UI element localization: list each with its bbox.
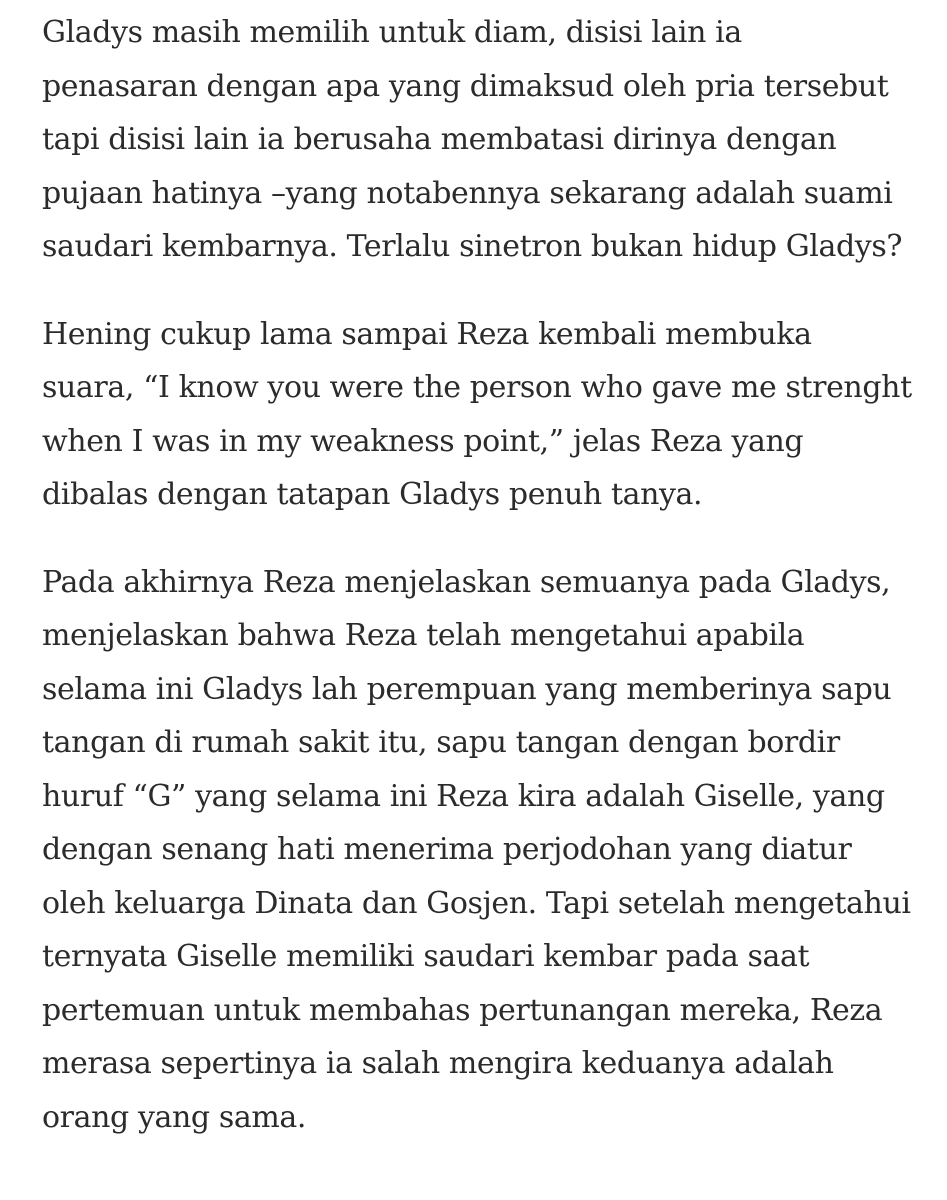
text-line: suara, “I know you were the person who gave me strenght — [42, 370, 912, 405]
text-line: orang yang sama. — [42, 1099, 306, 1135]
text-line: saudari kembarnya. Terlalu sinetron bukan hidup Gladys? — [42, 229, 902, 264]
paragraph-2 — [42, 308, 922, 522]
text-line: tapi disisi lain ia berusaha membatasi dirinya dengan — [42, 122, 837, 157]
text-line: dibalas dengan tatapan Gladys penuh tanya. — [42, 477, 703, 512]
story-text — [42, 6, 922, 1178]
text-line: huruf “G” yang selama ini Reza kira adalah Giselle, yang — [42, 778, 885, 814]
text-line: penasaran dengan apa yang dimaksud oleh pria tersebut — [42, 68, 889, 104]
text-line: Hening cukup lama sampai Reza kembali membuka — [42, 316, 812, 352]
text-line: ternyata Giselle memiliki saudari kembar pada saat — [42, 939, 810, 974]
text-line: merasa sepertinya ia salah mengira keduanya adalah — [42, 1046, 834, 1081]
text-line: oleh keluarga Dinata dan Gosjen. Tapi setelah mengetahui — [42, 885, 911, 921]
text-line: Pada akhirnya Reza menjelaskan semuanya pada Gladys, — [42, 564, 891, 600]
text-line: when I was in my weakness point,” jelas Reza yang — [42, 423, 804, 459]
paragraph-3 — [42, 556, 922, 1145]
paragraph-1 — [42, 6, 922, 274]
text-line: selama ini Gladys lah perempuan yang memberinya sapu — [42, 671, 892, 707]
text-line: menjelaskan bahwa Reza telah mengetahui apabila — [42, 618, 805, 653]
text-line: dengan senang hati menerima perjodohan yang diatur — [42, 832, 852, 867]
text-line: Gladys masih memilih untuk diam, disisi lain ia — [42, 15, 742, 50]
text-line: pujaan hatinya –yang notabennya sekarang adalah suami — [42, 175, 893, 211]
text-line: pertemuan untuk membahas pertunangan mereka, Reza — [42, 992, 883, 1028]
text-line: tangan di rumah sakit itu, sapu tangan dengan bordir — [42, 725, 840, 760]
